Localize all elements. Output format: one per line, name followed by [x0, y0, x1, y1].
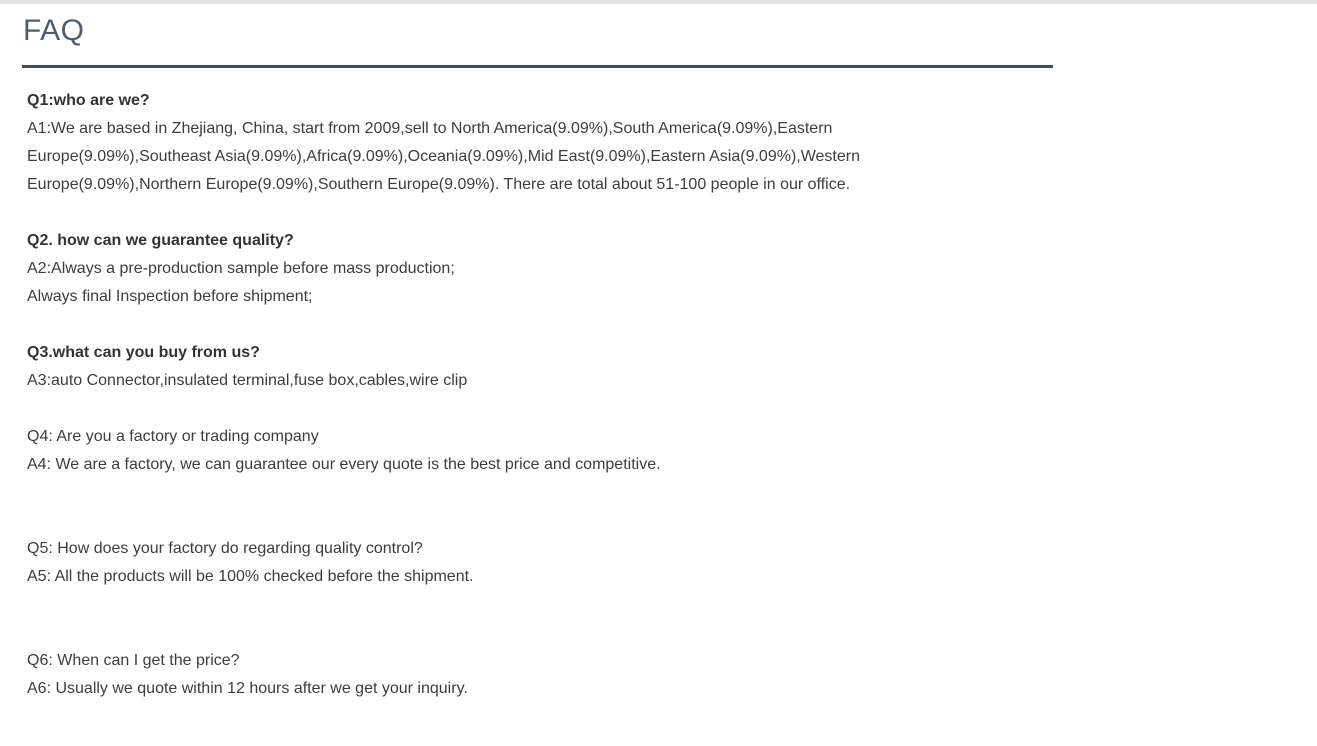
top-border: [0, 0, 1317, 4]
faq-item-q1: [22, 87, 1053, 199]
faq-answer-line: A1:We are based in Zhejiang, China, start from 2009,sell to North America(9.09%),South America(9.09%),Eastern: [27, 120, 833, 137]
faq-answer-line: A3:auto Connector,insulated terminal,fuse box,cables,wire clip: [27, 372, 468, 389]
faq-answer-line: A2:Always a pre-production sample before mass production;: [27, 260, 455, 277]
faq-answer-line: Always final Inspection before shipment;: [27, 288, 313, 305]
faq-item-q6: [22, 647, 1053, 703]
faq-list: [22, 87, 1053, 703]
faq-question: Q4: Are you a factory or trading company: [27, 428, 319, 445]
page-title: FAQ: [23, 14, 85, 47]
faq-answer-line: A4: We are a factory, we can guarantee our every quote is the best price and competitive.: [27, 456, 661, 473]
faq-item-q3: [22, 339, 1053, 395]
faq-question: Q2. how can we guarantee quality?: [27, 232, 294, 249]
faq-question: Q3.what can you buy from us?: [27, 344, 260, 361]
title-divider: [22, 65, 1053, 68]
faq-question: Q5: How does your factory do regarding quality control?: [27, 540, 423, 557]
faq-item-q5: [22, 535, 1053, 591]
faq-answer-line: Europe(9.09%),Northern Europe(9.09%),Southern Europe(9.09%). There are total about 51-100 people in our office.: [27, 176, 851, 193]
faq-answer-line: Europe(9.09%),Southeast Asia(9.09%),Africa(9.09%),Oceania(9.09%),Mid East(9.09%),Eastern Asia(9.09%),Western: [27, 148, 860, 165]
faq-question: Q1:who are we?: [27, 92, 150, 109]
faq-section: [22, 13, 1053, 703]
faq-answer-line: A6: Usually we quote within 12 hours after we get your inquiry.: [27, 680, 468, 697]
faq-item-q4: [22, 423, 1053, 479]
faq-question: Q6: When can I get the price?: [27, 652, 240, 669]
faq-item-q2: [22, 227, 1053, 311]
faq-answer-line: A5: All the products will be 100% checked before the shipment.: [27, 568, 474, 585]
